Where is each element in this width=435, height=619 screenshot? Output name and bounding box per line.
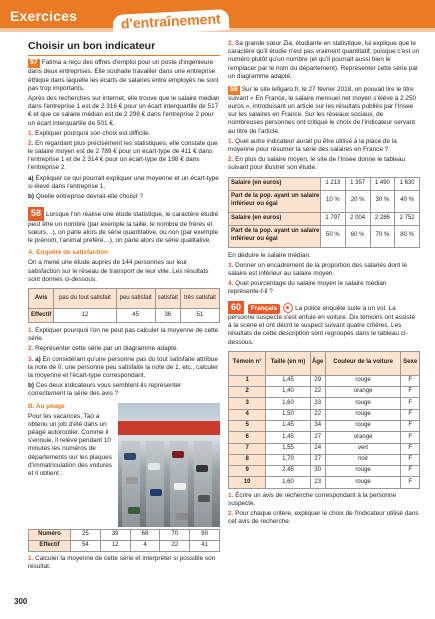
header-title: Exercices — [10, 8, 78, 24]
table-cell: 1,55 — [266, 443, 310, 454]
table-cell: 3 — [229, 398, 266, 409]
table-row: Part de la pop. ayant un salaire inférieur ou égal 10 % 20 % 30 % 40 % — [229, 190, 420, 212]
table-row: Avis pas du tout satisfait peu satisfait satisfait très satisfait — [29, 289, 220, 309]
table-cell: rouge — [325, 375, 400, 386]
ex60-number: 60 — [228, 301, 244, 315]
table-row: Salaire (en euros) 1 797 2 004 2 286 2 752 — [229, 212, 420, 225]
ex58-a-q2: 2. Représenter cette série par un diagramme adapté. — [28, 345, 179, 353]
table-cell: F — [401, 387, 420, 398]
table-cell: 1,50 — [266, 409, 310, 420]
ex59-q2: 2. En plus du salaire moyen, le site de l'Insee donne le tableau suivant pour illustrer son étude. — [228, 156, 406, 172]
table-cell: 10 — [229, 477, 266, 488]
table-row: Salaire (en euros) 1 213 1 357 1 490 1 630 — [229, 177, 420, 190]
table-cell: orange — [325, 387, 400, 398]
page-header — [0, 0, 435, 32]
table-cell: rouge — [325, 409, 400, 420]
table-cell: 34 — [310, 420, 325, 431]
table-cell: 24 — [310, 443, 325, 454]
ex58-number: 58 — [28, 207, 44, 221]
table-cell: 2 — [229, 387, 266, 398]
table-cell: 1,70 — [266, 454, 310, 465]
table-header-cell: Couleur de la voiture — [325, 351, 400, 375]
table-cell: 2,45 — [266, 466, 310, 477]
table-cell: vert — [325, 443, 400, 454]
table-cell: F — [401, 409, 420, 420]
table-header-cell: Témoin n° — [229, 351, 266, 375]
table-cell: F — [401, 443, 420, 454]
table-cell: 8 — [229, 454, 266, 465]
ex59-q4: 4. Quel pourcentage du salaire moyen le salaire médian représente-t-il ? — [228, 280, 387, 296]
header-subtitle: d'entraînement — [113, 9, 230, 36]
ex58-intro: 58 Lorsque l'on réalise une étude statistique, le caractère étudié peut être un nombre (par exemple la taille, le nombre de frères et sœurs…), on parle alors de série quantitative, ou non (par exemple le prénom, l'animal préféré…), on parle alors de série qualitative. — [28, 208, 219, 245]
table-cell: 27 — [310, 432, 325, 443]
page-number: 300 — [14, 597, 28, 606]
table-row — [229, 454, 420, 465]
peage-text-col — [28, 403, 114, 479]
table-cell: orange — [325, 432, 400, 443]
table-row — [229, 477, 420, 488]
table-cell: F — [401, 375, 420, 386]
table-row: Effectif 12 45 36 51 — [29, 309, 220, 323]
ex59-number: 59 — [230, 85, 238, 93]
table-cell: 23 — [310, 477, 325, 488]
left-column — [28, 40, 220, 573]
table-header-row — [229, 351, 420, 375]
ex58-partA-title: A. Enquête de satisfaction — [28, 249, 108, 257]
ex57-qb: b) Quelle entreprise devrait-elle choisir ? — [28, 193, 144, 201]
right-top-q2: 2. Sa grande sœur Zia, étudiante en statistique, lui explique que le caractère qu'il étudie n'est pas vraiment quantitatif, puisque c'est un numéro plutôt qu'un nombre (et qu'il pourrait aussi bien le remplacer par le nom du département). Représenter cette série par un diagramme adapté. — [228, 40, 420, 80]
ex59-q3: 3. Donner un encadrement de la proportion des salariés dont le salaire est inférieur au salaire moyen. — [228, 261, 408, 277]
ex57-intro: 57 Fatima a reçu des offres d'emploi pour un poste d'ingénieure dans deux entreprises. Elle souhaite travailler dans une entreprise éthique dans laquelle les écarts de salaires entre employés ne sont pas trop importants. — [28, 59, 219, 92]
table-cell: 9 — [229, 466, 266, 477]
ex58-a-q3b: b) Ces deux indicateurs vous semblent-ils représenter correctement la série des avis ? — [28, 382, 182, 398]
ex59-q1: 1. Quel autre indicateur aurait pu être utilisé à la place de la moyenne pour résumer la série des salaires en France ? — [228, 137, 397, 154]
ex57-qa: a) Expliquer ce qui pourrait expliquer une moyenne et un écart-type si élevé dans l'entreprise 1. — [28, 174, 219, 190]
table-row: Part de la pop. ayant un salaire inférieur ou égal 50 % 60 % 70 % 80 % — [229, 225, 420, 247]
table-cell: 27 — [310, 454, 325, 465]
ex58-a-q3a: 3. a) En considérant qu'une personne pas du tout satisfaite attribue la note de 0, une personne peu satisfaite la note de 1, etc., calculer la moyenne et l'écart-type correspondant. — [28, 355, 219, 379]
table-header-cell: Âge — [310, 351, 325, 375]
table-cell: F — [401, 398, 420, 409]
table-row — [229, 398, 420, 409]
ex58-partB-text: Pour les vacances, Tao a obtenu un job d'été dans un péage autoroutier. Comme il s'ennuie, il relève pendant 10 minutes les numéros de départements sur les plaques d'immatriculation des voitures et il obtient : — [28, 412, 112, 478]
ex58-partB-title: B. Au péage — [28, 402, 65, 410]
ex59-after1: En déduire le salaire médian. — [228, 251, 311, 259]
table-cell: 1,60 — [266, 398, 310, 409]
salary-table — [228, 177, 420, 248]
table-cell: F — [401, 454, 420, 465]
table-cell: 4 — [229, 409, 266, 420]
table-row — [229, 420, 420, 431]
table-row — [229, 466, 420, 477]
table-cell: 1,60 — [266, 477, 310, 488]
table-row — [229, 387, 420, 398]
right-column — [228, 40, 420, 529]
ex58-a-q1: 1. Expliquer pourquoi l'on ne peut pas calculer la moyenne de cette série. — [28, 327, 219, 343]
toll-booth-photo — [118, 403, 220, 527]
table-cell: 7 — [229, 443, 266, 454]
francais-badge: Français — [248, 304, 280, 314]
table-cell: noir — [325, 454, 400, 465]
table-row — [229, 443, 420, 454]
table-cell: F — [401, 420, 420, 431]
peage-block — [28, 403, 220, 529]
table-cell: 5 — [229, 420, 266, 431]
table-cell: rouge — [325, 466, 400, 477]
section-title: Choisir un bon indicateur — [28, 40, 220, 56]
ex57-number: 57 — [30, 59, 38, 67]
table-cell: F — [401, 477, 420, 488]
table-header-cell: Sexe — [401, 351, 420, 375]
table-row — [229, 375, 420, 386]
ex58-b-q1: 1. Calculer la moyenne de cette série et interpréter si possible son résultat. — [28, 554, 216, 570]
table-cell: rouge — [325, 477, 400, 488]
ex60-q2: 2. Pour chaque critère, expliquer le choix de l'indicateur utilisé dans cet avis de recherche. — [228, 510, 419, 526]
table-cell: 1 — [229, 375, 266, 386]
ex59-intro: 59 Sur le site lefigaro.fr, le 27 février 2018, on pouvait lire le titre suivant « En France, le salaire mensuel net moyen s'élève à 2 250 euros », introduisant un article sur les résultats publiés par l'Insee sur les salaires en France. Sur les réseaux sociaux, de nombreuses personnes ont critiqué le choix de l'indicateur servant au titre de l'article. — [228, 85, 417, 135]
table-cell: 22 — [310, 409, 325, 420]
table-cell: rouge — [325, 420, 400, 431]
table-cell: 30 — [310, 466, 325, 477]
gear-icon — [283, 303, 293, 313]
peage-table — [28, 529, 220, 552]
table-cell: 33 — [310, 398, 325, 409]
table-cell: 1,40 — [266, 387, 310, 398]
table-cell: 29 — [310, 375, 325, 386]
table-cell: F — [401, 466, 420, 477]
table-row: Effectif 54 12 4 22 41 — [29, 540, 220, 551]
table-cell: 1,45 — [266, 375, 310, 386]
ex57-q1: 1. Expliquer pourquoi son choix est difficile. — [28, 129, 151, 137]
table-header-cell: Taille (en m) — [266, 351, 310, 375]
table-cell: rouge — [325, 398, 400, 409]
toll-canopy — [118, 421, 220, 435]
table-cell: 6 — [229, 432, 266, 443]
table-cell: F — [401, 432, 420, 443]
satisfaction-table — [28, 288, 220, 323]
ex60-q1: 1. Écrire un avis de recherche correspondant à la personne suspecte. — [228, 491, 397, 507]
table-row: Numéro 25 39 68 70 90 — [29, 529, 220, 540]
ex58-partA-text: On a mené une étude auprès de 144 personnes sur leur satisfaction sur le réseau de transport de leur ville. Les résultats sont donnés ci-dessous. — [28, 259, 209, 283]
table-cell: 22 — [310, 387, 325, 398]
witness-table — [228, 351, 420, 489]
table-row — [229, 409, 420, 420]
ex60-intro: 60 Français La police enquête suite à un vol. La personne suspecte s'est enfuie en voiture. Dix témoins ont assisté à la scène et ont décrit le suspect suivant quatre critères. Les résultats de cette description sont regroupés dans le tableau ci-dessous. — [228, 301, 416, 346]
table-cell: 1,45 — [266, 432, 310, 443]
table-row — [229, 432, 420, 443]
ex57-q2: 2. En regardant plus précisément les statistiques, elle constate que le salaire moyen est de 2 789 € pour un écart-type de 411 € dans l'entreprise 1 et de 2 314 € pour un écart-type de 198 € dans l'entreprise 2. — [28, 139, 218, 172]
table-cell: 1,45 — [266, 420, 310, 431]
ex57-p2: Après des recherches sur internet, elle trouve que le salaire médian dans l'entreprise 1 est de 2 316 € pour un écart interquartile de 517 € et que ce salaire médian est de 2 298 € dans l'entreprise 2 pour un écart interquartile de 501 €. — [28, 94, 220, 127]
